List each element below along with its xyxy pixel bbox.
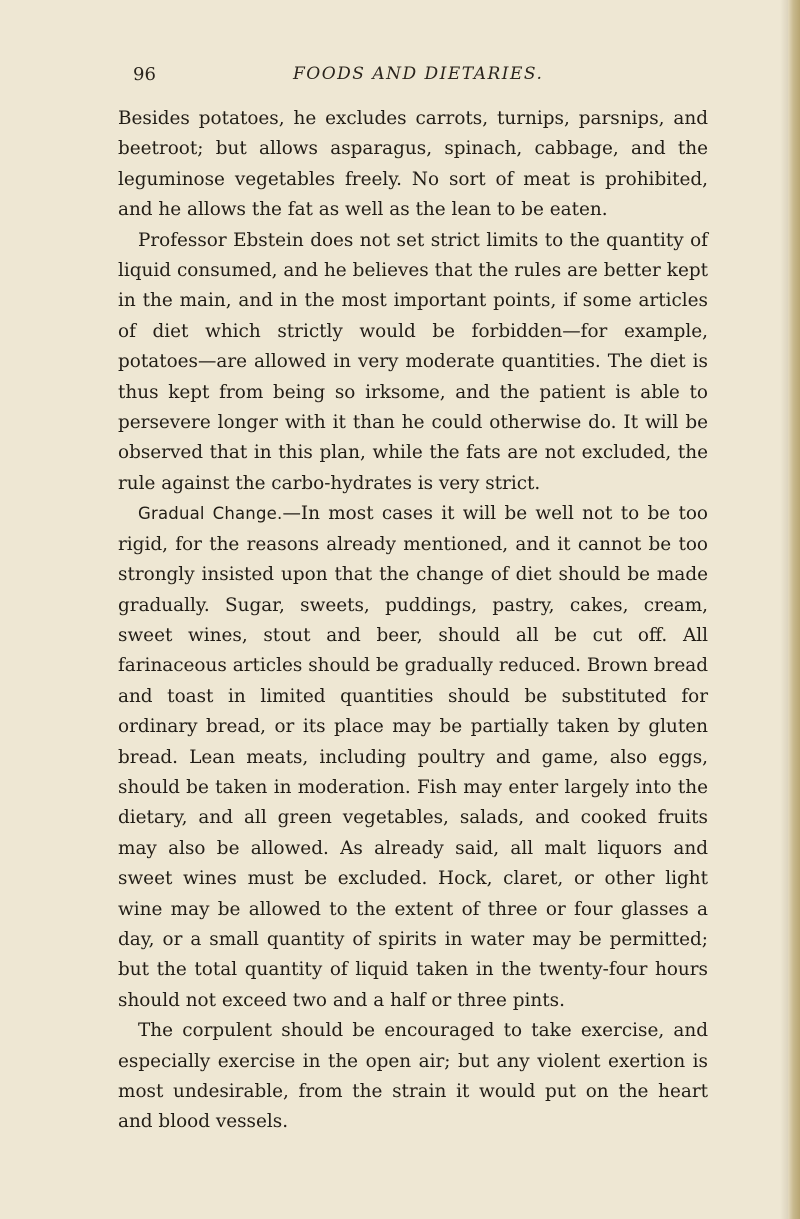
paragraph-3-text: —In most cases it will be well not to be too rigid, for the reasons already mentioned, and it cannot be too strongly insisted upon that the change of diet should be made gradually. Sugar, sweets, puddings, pastry, cakes, cream, sweet wines, stout and beer, should all be cut off. All farinaceous articles should be gradually reduced. Brown bread and toast in limited quantities should be substituted for ordinary bread, or its place may be partially taken by gluten bread. Lean meats, including poultry and game, also eggs, should be taken in moderation. Fish may enter largely into the dietary, and all green vegetables, salads, and cooked fruits may also be allowed. As already said, all malt liquors and sweet wines must be excluded. Hock, claret, or other light wine may be allowed to the extent of three or four glasses a day, or a small quantity of spirits in water may be permitted; but the total quantity of liquid taken in the twenty-four hours should not exceed two and a half or three pints.: [118, 503, 708, 1011]
paragraph-1: [118, 104, 708, 226]
paragraph-4: [118, 1016, 708, 1138]
page-number: 96: [133, 64, 156, 85]
page-header: [133, 64, 713, 94]
page-gutter-shadow: [780, 0, 788, 1219]
paragraph-1-text: Besides potatoes, he excludes carrots, turnips, parsnips, and beetroot; but allows asparagus, spinach, cabbage, and the leguminose vegetables freely. No sort of meat is prohibited, and he allows the fat as well as the lean to be eaten.: [118, 108, 708, 221]
paragraph-2: [118, 226, 708, 500]
paragraph-2-text: Professor Ebstein does not set strict limits to the quantity of liquid consumed, and he believes that the rules are better kept in the main, and in the most important points, if some articles of diet which strictly would be forbidden—for example, potatoes—are allowed in very moderate quantities. The diet is thus kept from being so irksome, and the patient is able to persevere longer with it than he could otherwise do. It will be observed that in this plan, while the fats are not excluded, the rule against the carbo-hydrates is very strict.: [118, 229, 708, 494]
paragraph-4-text: The corpulent should be encouraged to take exercise, and especially exercise in the open air; but any violent exertion is most undesirable, from the strain it would put on the heart and blood vessels.: [118, 1020, 708, 1133]
paragraph-3: [118, 499, 708, 1016]
page-edge: [788, 0, 800, 1219]
running-title: FOODS AND DIETARIES.: [293, 64, 544, 84]
page-body: [118, 104, 708, 1138]
section-heading-gradual-change: Gradual Change.: [138, 504, 283, 524]
